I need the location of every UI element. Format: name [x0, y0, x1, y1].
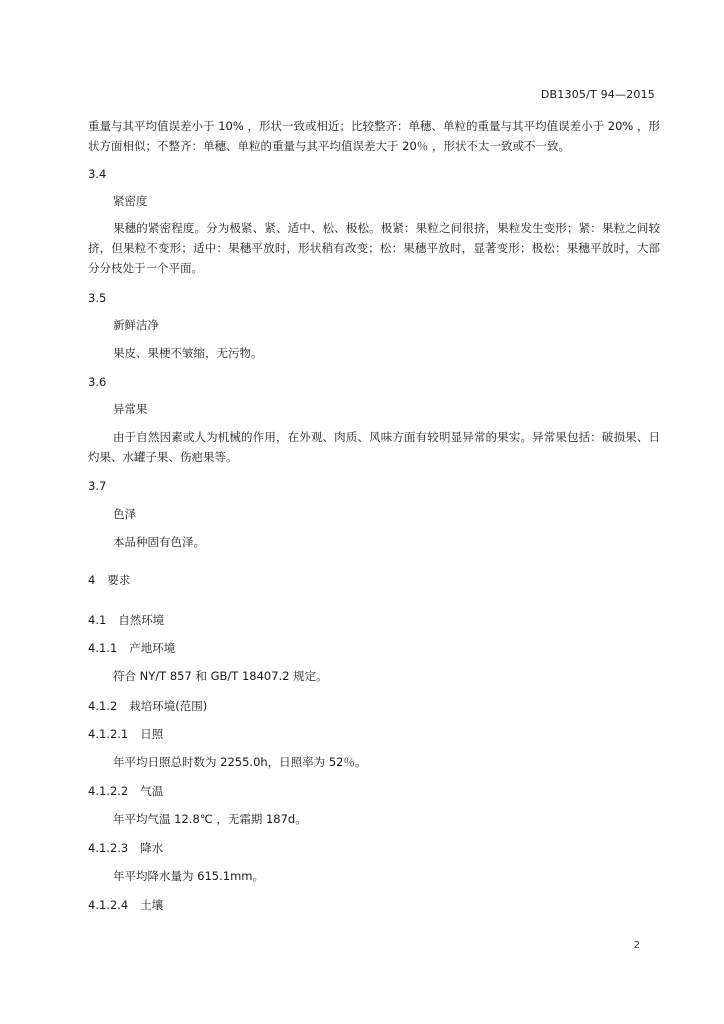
definition-compactness: 果穗的紧密程度。分为极紧、紧、适中、松、极松。极紧：果粒之间很挤，果粒发生变形；紧：果粒之间较挤，但果粒不变形；适中：果穗平放时，形状稍有改变；松：果穗平放时，显著变形；极松：果穗平放时，大部分分枝处于一个平面。 [88, 221, 660, 275]
clause-number-3-5: 3.5 [88, 291, 107, 305]
section-4-1-2-3-title: 降水 [140, 841, 164, 855]
section-4-1-1-number: 4.1.1 [88, 641, 118, 655]
section-4-1-2-1-text: 年平均日照总时数为 2255.0h，日照率为 52％。 [113, 755, 367, 769]
section-4-1-2-3-text: 年平均降水量为 615.1mm。 [113, 869, 264, 883]
section-4-1-1-heading [88, 638, 660, 658]
term-abnormal-fruit: 异常果 [113, 402, 148, 416]
section-4-1-2-2-number: 4.1.2.2 [88, 784, 129, 798]
section-4-1-2-3-number: 4.1.2.3 [88, 841, 129, 855]
section-4-1-2-1-title: 日照 [140, 727, 164, 741]
chapter-4-heading [88, 570, 660, 590]
section-4-1-2-title: 栽培环境(范围) [129, 699, 208, 713]
section-4-1-2-number: 4.1.2 [88, 699, 118, 713]
clause-number-3-6: 3.6 [88, 375, 107, 389]
section-4-1-2-1-number: 4.1.2.1 [88, 727, 129, 741]
definition-fresh-clean: 果皮、果梗不皱缩，无污物。 [113, 346, 263, 360]
section-4-1-2-2-heading [88, 781, 660, 801]
page-number: 2 [633, 940, 640, 951]
term-color: 色泽 [113, 507, 136, 521]
section-4-1-number: 4.1 [88, 613, 107, 627]
term-compactness: 紧密度 [113, 194, 148, 208]
section-4-1-1-title: 产地环境 [129, 641, 176, 655]
section-4-1-2-4-number: 4.1.2.4 [88, 898, 129, 912]
section-4-1-2-4-title: 土壤 [140, 898, 164, 912]
section-4-1-2-2-text: 年平均气温 12.8℃ ，无霜期 187d。 [113, 812, 307, 826]
document-code: DB1305/T 94—2015 [540, 88, 655, 101]
section-4-1-2-4-heading [88, 895, 660, 915]
clause-number-3-7: 3.7 [88, 479, 107, 493]
section-4-1-1-text: 符合 NY/T 857 和 GB/T 18407.2 规定。 [113, 669, 328, 683]
section-4-1-2-heading [88, 696, 660, 716]
term-fresh-clean: 新鲜洁净 [113, 318, 159, 332]
section-4-1-title: 自然环境 [118, 613, 165, 627]
chapter-4-title: 要求 [107, 573, 131, 587]
section-4-1-2-2-title: 气温 [140, 784, 164, 798]
section-4-1-2-3-heading [88, 838, 660, 858]
chapter-4-number: 4 [88, 573, 96, 587]
section-4-1-heading [88, 610, 660, 630]
definition-color: 本品种固有色泽。 [113, 535, 205, 549]
paragraph-uniformity-continued: 重量与其平均值误差小于 10% ，形状一致或相近；比较整齐：单穗、单粒的重量与其平均值误差小于 20% ，形状方面相似；不整齐：单穗、单粒的重量与其平均值误差大于 20％ ，形状不太一致或不一致。 [88, 119, 660, 153]
clause-number-3-4: 3.4 [88, 167, 107, 181]
section-4-1-2-1-heading [88, 724, 660, 744]
definition-abnormal-fruit: 由于自然因素或人为机械的作用，在外观、肉质、风味方面有较明显异常的果实。异常果包括：破损果、日灼果、水罐子果、伤疤果等。 [88, 430, 660, 464]
